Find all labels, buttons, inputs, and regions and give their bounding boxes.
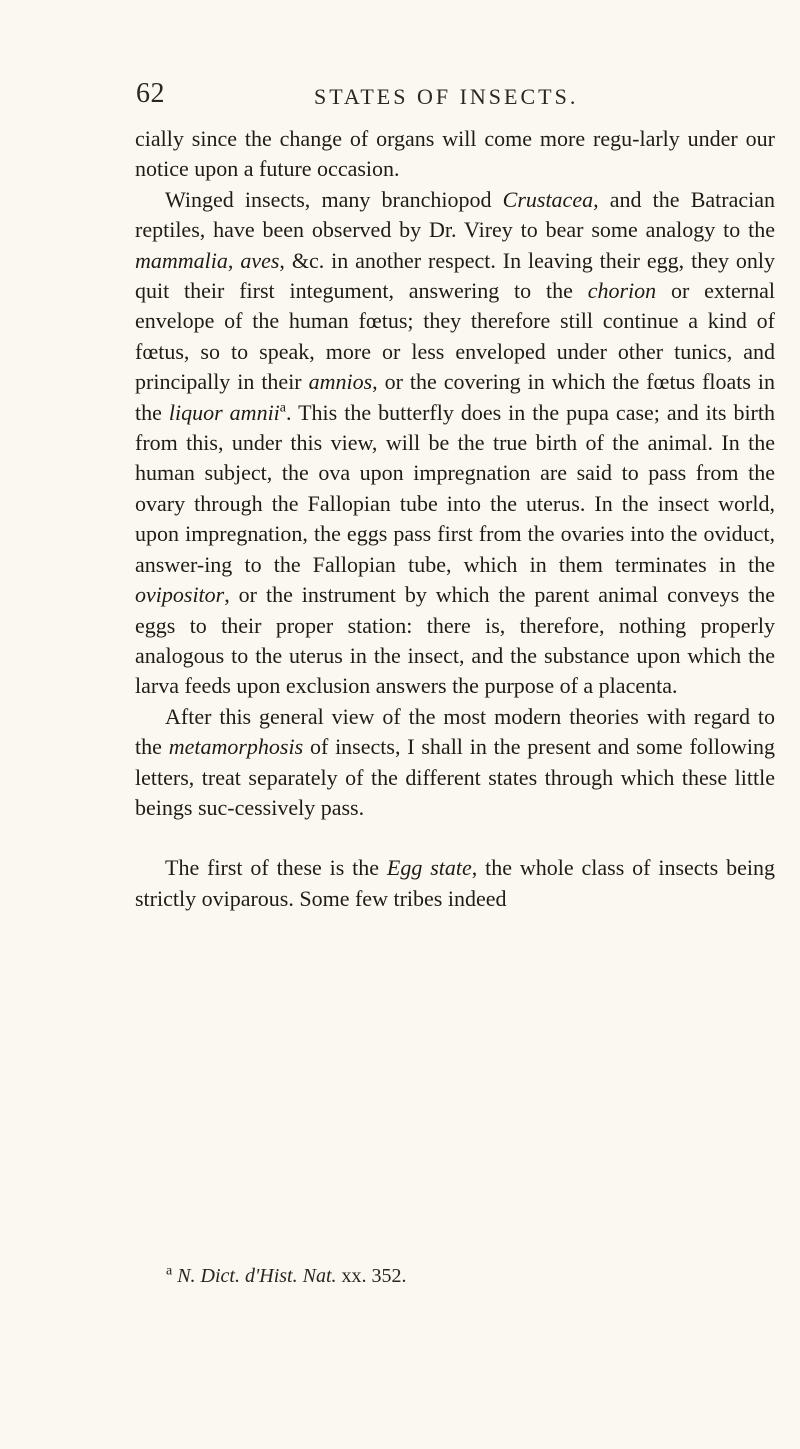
body-text [135,124,775,914]
paragraph-2-italic-liquor-amnii: liquor amnii [168,399,280,425]
paragraph-2-text-n: . This the butterfly does in the pupa case; and its birth from this, under this view, will be the true birth of the animal. In the human subject, the ova upon impregnation are said to pass from the ovary through the Fallopian tube into the uterus. In the insect world, upon impregnation, the eggs pass first from the ovaries into the oviduct, answer-ing to the Fallopian tube, which in them terminates in the [135,399,775,577]
paragraph-2-italic-mammalia: mammalia [135,247,228,273]
paragraph-1 [135,124,775,185]
paragraph-2-text-p: , or the instrument by which the parent animal conveys the eggs to their proper station: there is, therefore, nothing properly analogous to the uterus in the insect, and the substance upon which the larva feeds upon exclusion answers the purpose of a placenta. [135,582,775,699]
footnote-citation-title: N. Dict. d'Hist. Nat. [177,1265,337,1287]
footnote-marker: a [166,1263,173,1279]
paragraph-2-italic-crustacea: Crustacea [502,186,594,212]
paragraph-3-text-c: of insects, I shall in the present and some following letters, treat separately of the different states through which these little beings suc-cessively pass. [135,734,775,820]
running-head [136,78,776,114]
paragraph-4-text-c: , the whole class of insects being strictly oviparous. Some few tribes indeed [135,855,775,911]
footnote [166,1263,756,1289]
paragraph-3-text-a: After this general view of the most modern theories with regard to the [135,703,775,760]
paragraph-2-italic-chorion: chorion [587,278,657,304]
paragraph-2 [135,185,775,702]
paragraph-2-italic-ovipositor: ovipositor [135,582,225,608]
paragraph-2-text-i: or external envelope of the human fœtus; they therefore still continue a kind of fœtus, so to speak, more or less enveloped under other tunics, and principally in their [135,278,775,395]
paragraph-3-italic-metamorphosis: metamorphosis [168,734,304,760]
paragraph-1-text: cially since the change of organs will come more regu-larly under our notice upon a future occasion. [135,126,775,182]
footnote-citation-volume: xx. 352. [336,1265,407,1287]
paragraph-4 [135,853,775,914]
paragraph-3 [135,702,775,824]
paragraph-4-text-a: The first of these is the [165,855,387,881]
footnote-marker-ref: a [279,400,287,416]
paragraph-2-text-a: Winged insects, many branchiopod [165,186,503,212]
paragraph-2-text-e: , [227,247,241,273]
paragraph-4-italic-egg-state: Egg state [386,855,472,881]
paragraph-2-italic-aves: aves [240,247,280,273]
paragraph-2-text-c: , and the Batracian reptiles, have been observed by Dr. Virey to bear some analogy to the [135,186,776,243]
paragraph-2-text-g: , &c. in another respect. In leaving their egg, they only quit their first integument, answering to the [135,247,775,304]
page-number: 62 [136,78,165,109]
paragraph-2-italic-amnios: amnios [308,369,373,395]
running-title: STATES OF INSECTS. [314,84,579,109]
paragraph-2-text-k: , or the covering in which the fœtus floats in the [135,369,776,425]
